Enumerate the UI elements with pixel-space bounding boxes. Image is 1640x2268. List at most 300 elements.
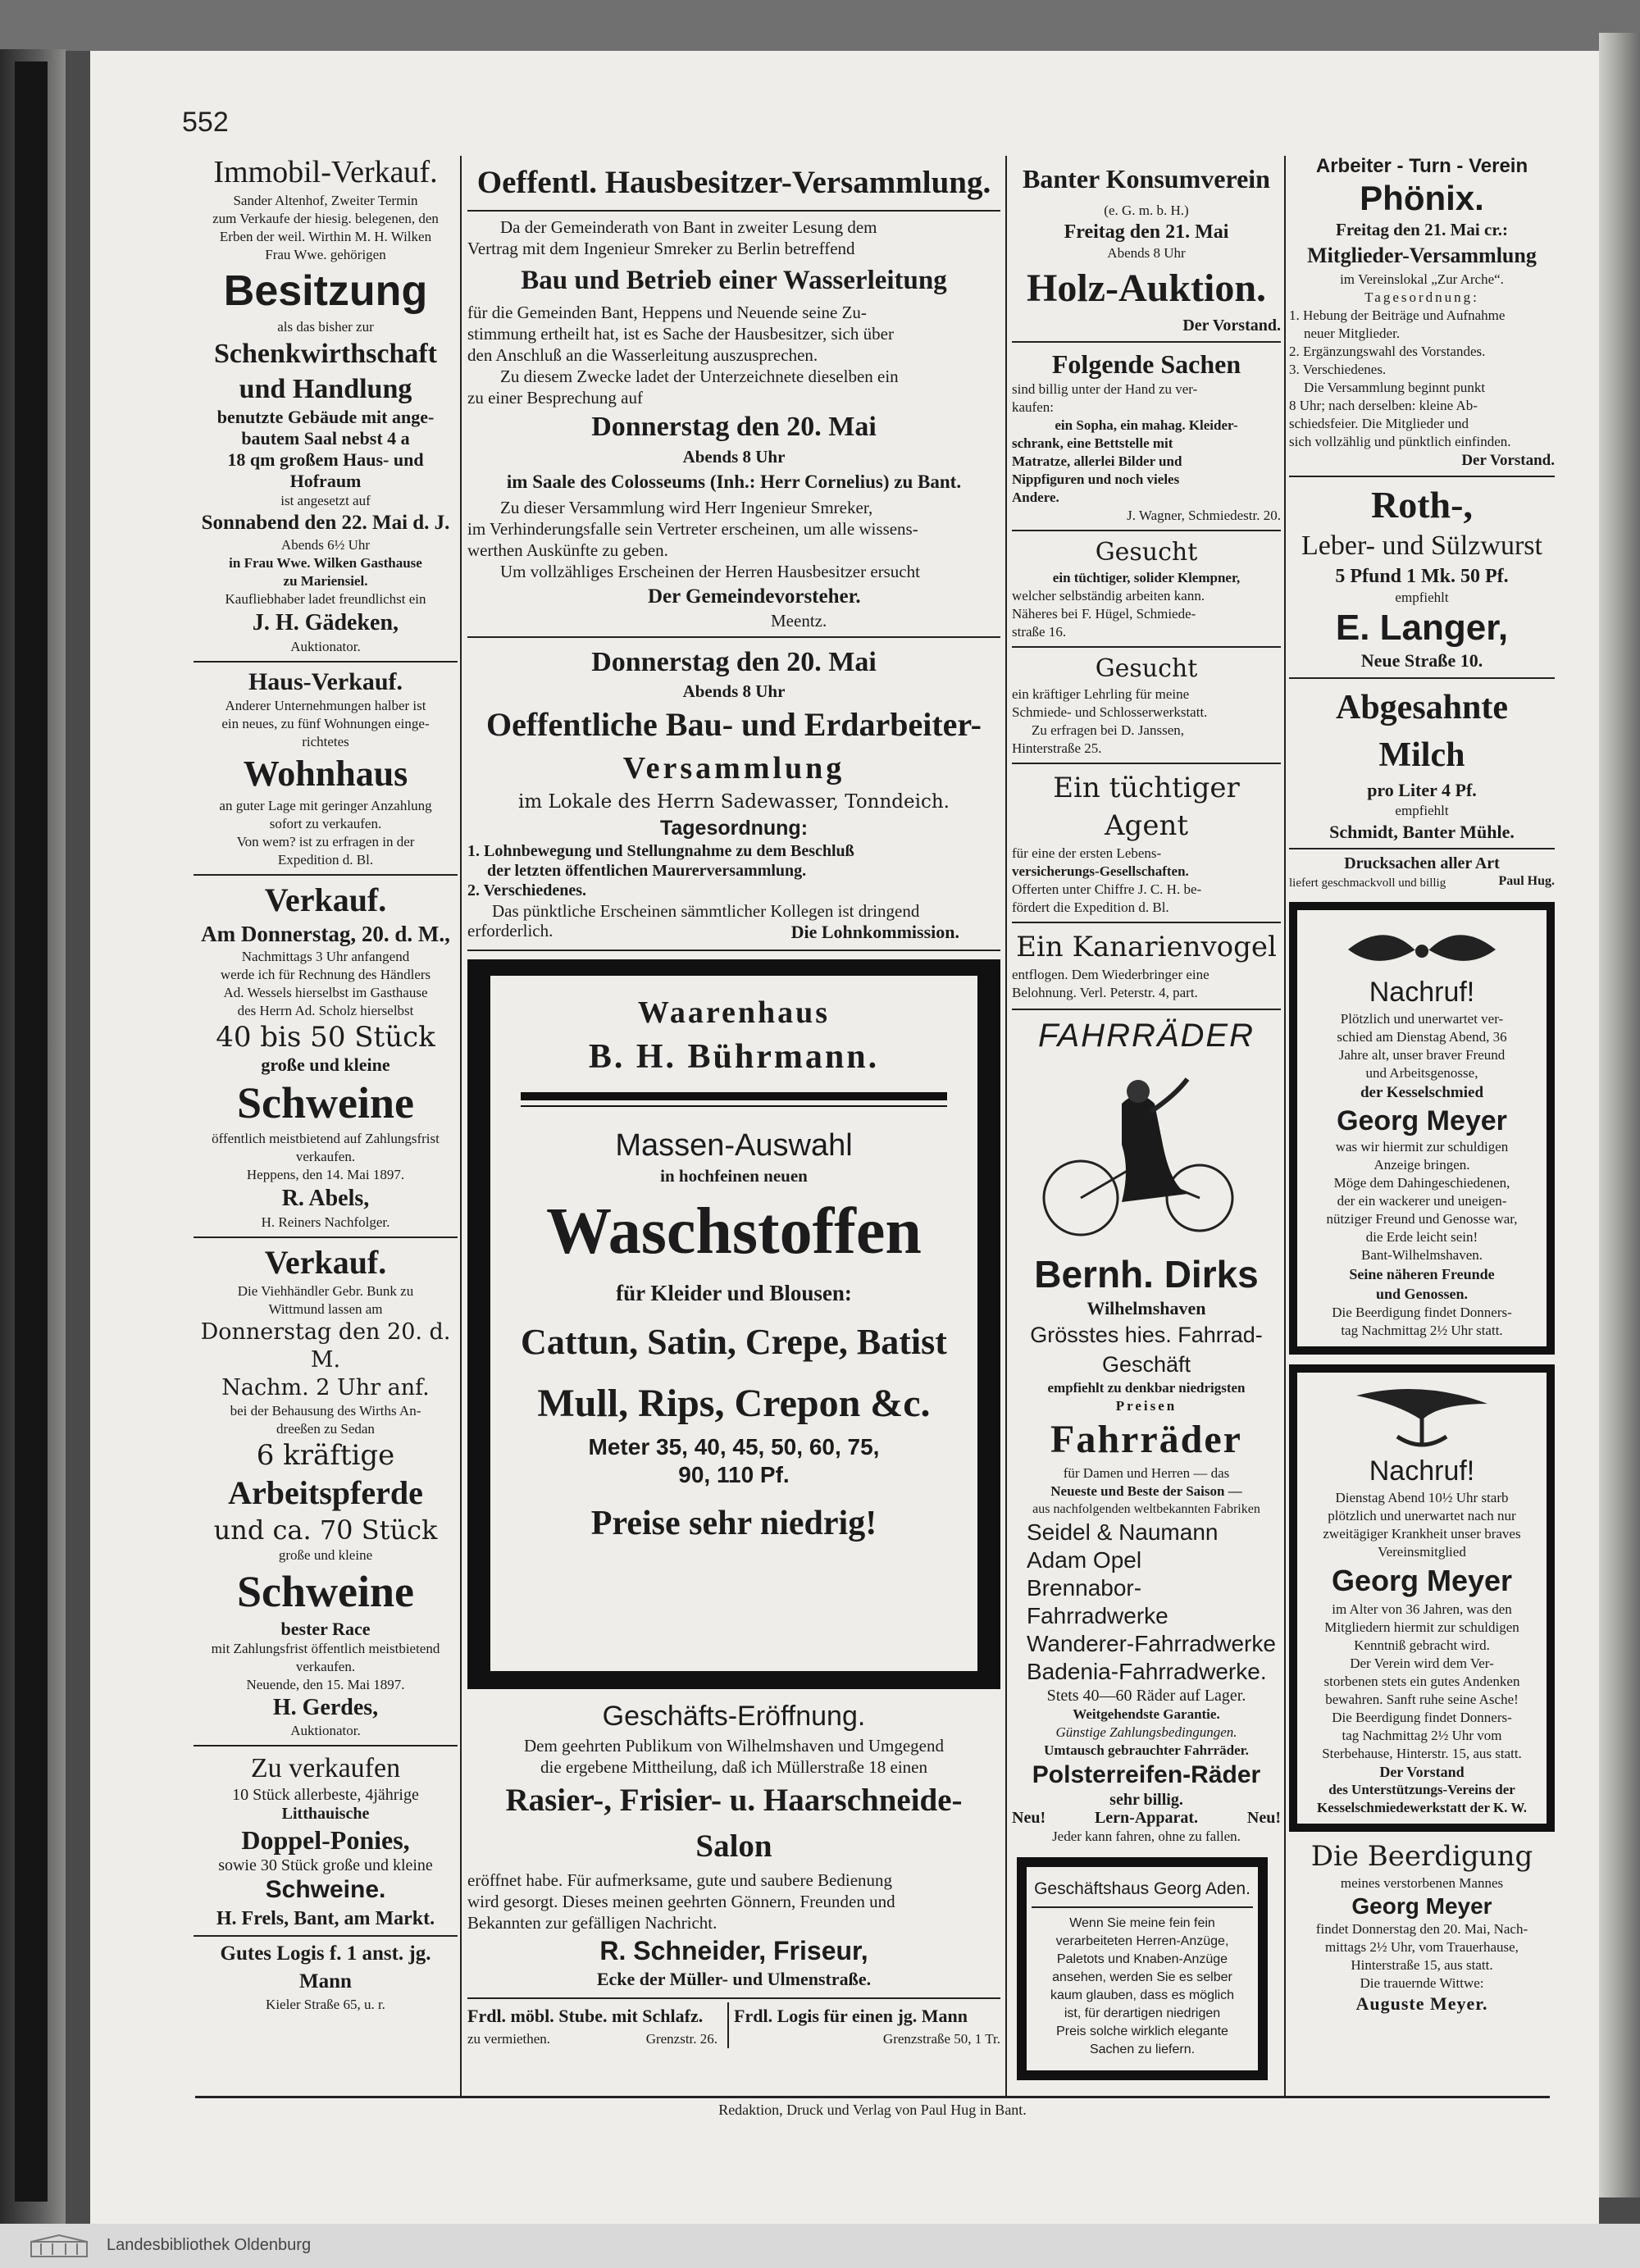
ad-moebl-stube bbox=[467, 2002, 729, 2048]
ad-brand: Wanderer-Fahrradwerke bbox=[1027, 1631, 1276, 1656]
ad-langer bbox=[1289, 482, 1555, 672]
ad-bauarbeiter bbox=[467, 644, 1000, 943]
ad-headline: Besitzung bbox=[223, 267, 428, 315]
ad-divider bbox=[1012, 341, 1281, 343]
ad-headline: Mitglieder-Versammlung bbox=[1307, 244, 1537, 267]
ad-divider bbox=[467, 636, 1000, 638]
ad-line: verkaufen. bbox=[295, 1659, 356, 1674]
ad-date: Am Donnerstag, 20. d. M., bbox=[201, 922, 450, 946]
ad-title: Verkauf. bbox=[264, 1244, 387, 1281]
col3 bbox=[1012, 156, 1281, 2080]
ad-line: ein neues, zu fünf Wohnungen einge- bbox=[221, 716, 430, 731]
ad-title: Zu verkaufen bbox=[250, 1753, 401, 1783]
imprint: Redaktion, Druck und Verlag von Paul Hug in Bant. bbox=[718, 2102, 1027, 2118]
ad-line: Auktionator. bbox=[290, 639, 361, 654]
ad-line: Ad. Wessels hierselbst im Gasthause bbox=[223, 985, 428, 1000]
ad-line: plötzlich und unerwartet nach nur bbox=[1328, 1508, 1516, 1523]
ad-headline: Bernh. Dirks bbox=[1034, 1253, 1259, 1296]
ad-line: nütziger Freund und Genosse war, bbox=[1326, 1211, 1518, 1227]
ad-konsumverein bbox=[1012, 156, 1281, 336]
ad-signature: und Genossen. bbox=[1375, 1286, 1469, 1302]
ad-aden-frame bbox=[1017, 1857, 1268, 2080]
ad-line: Um vollzähliges Erscheinen der Herren Hausbesitzer ersucht bbox=[500, 562, 920, 581]
agenda-item: 2. Verschiedenes. bbox=[467, 881, 586, 899]
ad-phoenix bbox=[1289, 154, 1555, 471]
ad-count: 6 kräftige bbox=[256, 1439, 395, 1472]
ad-line: zu Mariensiel. bbox=[283, 573, 368, 589]
ad-line: benutzte Gebäude mit ange- bbox=[216, 407, 435, 427]
ad-line: bester Race bbox=[280, 1619, 371, 1639]
ad-line: als das bisher zur bbox=[277, 319, 374, 335]
ad-title: Banter Konsumverein bbox=[1023, 164, 1270, 194]
ad-line: Wittmund lassen am bbox=[268, 1301, 383, 1317]
ad-line: schied am Dienstag Abend, 36 bbox=[1337, 1029, 1507, 1045]
ad-line: findet Donnerstag den 20. Mai, Nach- bbox=[1315, 1921, 1528, 1937]
library-building-icon bbox=[30, 2234, 89, 2258]
ad-title: Drucksachen aller Art bbox=[1344, 854, 1500, 872]
ad-line: schrank, eine Bettstelle mit bbox=[1012, 435, 1173, 451]
ad-brand: Brennabor-Fahrradwerke bbox=[1027, 1575, 1168, 1628]
ad-date: Sonnabend den 22. Mai d. J. bbox=[201, 512, 450, 534]
ad-line: meines verstorbenen Mannes bbox=[1340, 1875, 1504, 1891]
ad-divider bbox=[467, 1997, 1000, 1999]
deceased-name: Georg Meyer bbox=[1331, 1564, 1513, 1597]
ad-place: im Lokale des Herrn Sadewasser, Tonndeich. bbox=[518, 791, 950, 813]
ad-line: Die Beerdigung findet Donners- bbox=[1332, 1710, 1512, 1725]
ad-headline: Arbeitspferde bbox=[228, 1474, 423, 1511]
agenda-item: der letzten öffentlichen Maurerversammlung. bbox=[487, 862, 807, 880]
ad-line: in hochfeinen neuen bbox=[660, 1166, 808, 1186]
ad-line: Da der Gemeinderath von Bant in zweiter Lesung dem bbox=[500, 217, 877, 237]
ad-headline: Schweine bbox=[237, 1078, 414, 1127]
ad-headline: Abgesahnte Milch bbox=[1335, 689, 1509, 774]
ad-line: Schmiede- und Schlosserwerkstatt. bbox=[1012, 704, 1208, 720]
ad-line: Jeder kann fahren, ohne zu fallen. bbox=[1052, 1829, 1241, 1844]
ad-line: Bant-Wilhelmshaven. bbox=[1360, 1247, 1483, 1263]
ad-title: Gesucht bbox=[1095, 538, 1198, 567]
scan-top-border bbox=[0, 0, 1640, 51]
ad-title: Haus-Verkauf. bbox=[248, 668, 403, 695]
ad-line: sehr billig. bbox=[1109, 1791, 1183, 1809]
ad-line: Sterbehause, Hinterstr. 15, aus statt. bbox=[1322, 1746, 1522, 1761]
ad-line: Neuende, den 15. Mai 1897. bbox=[246, 1677, 405, 1692]
ad-line: Abends 8 Uhr bbox=[1107, 245, 1186, 261]
ad-signature: Der Gemeindevorsteher. bbox=[648, 585, 861, 608]
ad-signature: E. Langer, bbox=[1335, 608, 1509, 648]
ad-drucksachen bbox=[1289, 853, 1555, 892]
ad-price: pro Liter 4 Pf. bbox=[1367, 780, 1477, 800]
ad-signature: Kesselschmiedewerkstatt der K. W. bbox=[1316, 1800, 1528, 1815]
ad-line: des Herrn Ad. Scholz hierselbst bbox=[237, 1003, 414, 1018]
ad-title: Gesucht bbox=[1095, 654, 1198, 683]
ad-line: große und kleine bbox=[278, 1547, 373, 1563]
ad-date: Donnerstag den 20. d. M. bbox=[200, 1319, 451, 1373]
ad-line: Die Versammlung beginnt punkt bbox=[1304, 380, 1486, 395]
ad-brand: Seidel & Naumann bbox=[1027, 1519, 1219, 1545]
ad-place: im Saale des Colosseums (Inh.: Herr Cornelius) zu Bant. bbox=[506, 471, 962, 492]
ad-line: richtetes bbox=[302, 734, 349, 749]
ad-line: Andere. bbox=[1012, 490, 1059, 505]
ad-line: aus nachfolgenden weltbekannten Fabriken bbox=[1032, 1502, 1260, 1516]
ad-line: sowie 30 Stück große und kleine bbox=[218, 1856, 433, 1874]
ad-line: für Kleider und Blousen: bbox=[616, 1281, 852, 1305]
agenda-title: Tagesordnung: bbox=[659, 817, 809, 840]
ad-line: 8 Uhr; nach derselben: kleine Ab- bbox=[1289, 398, 1478, 413]
ad-line: Hinterstraße 25. bbox=[1012, 740, 1102, 756]
ad-line: 10 Stück allerbeste, 4jährige bbox=[232, 1786, 419, 1804]
ad-signature: R. Schneider, Friseur, bbox=[599, 1936, 868, 1965]
agenda-item: 2. Ergänzungswahl des Vorstandes. bbox=[1289, 344, 1486, 359]
ad-title: Oeffentl. Hausbesitzer-Versammlung. bbox=[467, 156, 1000, 212]
ad-line: zweitägiger Krankheit unser braves bbox=[1323, 1526, 1521, 1542]
ad-headline: Polsterreifen-Räder bbox=[1032, 1761, 1261, 1788]
ad-line: Ecke der Müller- und Ulmenstraße. bbox=[596, 1969, 872, 1989]
ad-title: Nachruf! bbox=[1369, 1455, 1475, 1487]
ad-headline: Leber- und Sülzwurst bbox=[1301, 531, 1542, 561]
ad-title: Verkauf. bbox=[264, 881, 387, 918]
ad-line: 18 qm großem Haus- und bbox=[227, 449, 424, 470]
ad-line: Heppens, den 14. Mai 1897. bbox=[246, 1167, 405, 1182]
ad-line: Sachen zu liefern. bbox=[1089, 2043, 1196, 2056]
ad-line: Wilhelmshaven bbox=[1086, 1298, 1206, 1318]
ad-line: Belohnung. Verl. Peterstr. 4, part. bbox=[1012, 985, 1198, 1000]
ad-line: ein kräftiger Lehrling für meine bbox=[1012, 686, 1190, 702]
ad-headline: Roth-, bbox=[1371, 484, 1473, 526]
ad-line: kaufen: bbox=[1012, 399, 1054, 415]
ad-kanarienvogel bbox=[1012, 928, 1281, 1002]
col4 bbox=[1289, 154, 1555, 2015]
ad-divider bbox=[1012, 922, 1281, 923]
ad-line: Meentz. bbox=[771, 611, 827, 631]
ad-line: Nippfiguren und noch vieles bbox=[1012, 471, 1180, 487]
ad-line: Plötzlich und unerwartet ver- bbox=[1340, 1011, 1504, 1027]
ad-signature: J. H. Gädeken, bbox=[252, 610, 399, 635]
ad-title: Immobil-Verkauf. bbox=[213, 155, 438, 189]
ad-count: und ca. 70 Stück bbox=[213, 1514, 438, 1546]
ad-line: für die Gemeinden Bant, Heppens und Neuende seine Zu- bbox=[467, 303, 867, 322]
ad-divider bbox=[1012, 646, 1281, 648]
ad-line: öffentlich meistbietend auf Zahlungsfrist bbox=[212, 1131, 440, 1146]
ad-divider bbox=[1289, 848, 1555, 849]
ad-time: Abends 8 Uhr bbox=[682, 447, 786, 467]
ad-line: Grenzstr. 26. bbox=[645, 2031, 718, 2047]
ad-line: Erben der weil. Wirthin M. H. Wilken bbox=[219, 229, 432, 244]
ad-line: Frau Wwe. gehörigen bbox=[265, 247, 386, 262]
ad-signature: Auguste Meyer. bbox=[1355, 1993, 1488, 2014]
ad-line: Möge dem Dahingeschiedenen, bbox=[1333, 1175, 1510, 1191]
ad-line: ansehen, werden Sie es selber bbox=[1052, 1970, 1232, 1984]
ad-line: stimmung ertheilt hat, ist es Sache der Hausbesitzer, sich über bbox=[467, 324, 894, 344]
ad-line: empfiehlt bbox=[1395, 803, 1449, 818]
ad-line: werde ich für Rechnung des Händlers bbox=[220, 967, 431, 982]
agenda-item: 1. Lohnbewegung und Stellungnahme zu dem Beschluß bbox=[467, 842, 854, 860]
ad-signature: H. Gerdes, bbox=[272, 1695, 379, 1720]
ad-divider bbox=[1012, 530, 1281, 531]
ad-line: empfiehlt bbox=[1395, 590, 1449, 605]
laurel-wreath-icon bbox=[1340, 917, 1504, 974]
ad-title: Geschäfts-Eröffnung. bbox=[602, 1701, 866, 1732]
ad-line: wird gesorgt. Dieses meinen geehrten Gönnern, Freunden und bbox=[467, 1892, 895, 1911]
ad-brand: Adam Opel bbox=[1027, 1547, 1142, 1573]
ad-line: ein Sopha, ein mahag. Kleider- bbox=[1055, 417, 1238, 433]
ad-line: empfiehlt zu denkbar niedrigsten bbox=[1047, 1380, 1246, 1396]
ad-line: Die Beerdigung findet Donners- bbox=[1332, 1305, 1512, 1320]
ad-title: Folgende Sachen bbox=[1051, 349, 1241, 379]
ad-milch bbox=[1289, 684, 1555, 845]
ad-folgende-sachen bbox=[1012, 348, 1281, 525]
ad-line: tag Nachmittag 2½ Uhr statt. bbox=[1341, 1323, 1503, 1338]
ad-line: Weitgehendste Garantie. bbox=[1073, 1706, 1220, 1722]
ad-line: Von wem? ist zu erfragen in der bbox=[236, 834, 415, 849]
ad-line: fördert die Expedition d. Bl. bbox=[1012, 899, 1169, 915]
ad-line: ein tüchtiger, solider Klempner, bbox=[1052, 570, 1241, 585]
ad-line: dreeßen zu Sedan bbox=[276, 1421, 375, 1437]
ad-divider bbox=[1012, 1009, 1281, 1010]
ad-divider bbox=[194, 1236, 458, 1238]
ad-nachruf2-frame bbox=[1289, 1364, 1555, 1832]
ad-line: Näheres bei F. Hügel, Schmiede- bbox=[1012, 606, 1196, 622]
ad-title: Arbeiter - Turn - Verein bbox=[1315, 155, 1528, 177]
ad-line: Kieler Straße 65, u. r. bbox=[266, 1997, 385, 2012]
agenda-title: Tagesordnung: bbox=[1364, 289, 1479, 305]
ad-verkauf-pferde bbox=[194, 1243, 458, 1740]
ad-line: Bekannten zur gefälligen Nachricht. bbox=[467, 1913, 718, 1933]
ad-signature: R. Abels, bbox=[281, 1186, 370, 1211]
ad-headline: Schweine bbox=[237, 1567, 414, 1616]
ad-line: Kaufliebhaber ladet freundlichst ein bbox=[225, 591, 426, 607]
ad-line: bei der Behausung des Wirths An- bbox=[230, 1403, 421, 1419]
ad-aden bbox=[1027, 1867, 1258, 2070]
ad-beerdigung bbox=[1289, 1838, 1555, 2015]
ad-date: Freitag den 21. Mai cr.: bbox=[1336, 220, 1508, 239]
ad-line: Vertrag mit dem Ingenieur Smreker zu Berlin betreffend bbox=[467, 239, 855, 258]
ad-headline: Waschstoffen bbox=[546, 1195, 922, 1268]
ad-line: für Damen und Herren — das bbox=[1063, 1465, 1230, 1481]
ad-headline: Schenkwirthschaft bbox=[213, 339, 438, 369]
ad-line: Litthauische bbox=[281, 1805, 370, 1823]
ad-signature: Schmidt, Banter Mühle. bbox=[1329, 822, 1515, 842]
ad-line: und Arbeitsgenosse, bbox=[1365, 1065, 1478, 1081]
ad-line: Der Verein wird dem Ver- bbox=[1350, 1655, 1494, 1671]
ad-line: Dem geehrten Publikum von Wilhelmshaven und Umgegend bbox=[523, 1736, 944, 1756]
ad-line: liefert geschmackvoll und billig bbox=[1289, 877, 1446, 890]
ad-line: ist angesetzt auf bbox=[280, 493, 371, 508]
ad-line: Wenn Sie meine fein fein bbox=[1069, 1916, 1215, 1930]
ad-title: Ein tüchtiger Agent bbox=[1053, 772, 1240, 842]
ad-headline: Oeffentliche Bau- und Erdarbeiter- bbox=[485, 706, 982, 743]
ad-date: Freitag den 21. Mai bbox=[1064, 221, 1229, 243]
ad-signature: H. Frels, Bant, am Markt. bbox=[216, 1908, 435, 1929]
ad-line: Grenzstraße 50, 1 Tr. bbox=[882, 2031, 1000, 2047]
ad-line: zu vermiethen. bbox=[467, 2031, 551, 2047]
ad-hausbesitzer bbox=[467, 156, 1000, 630]
ad-signature: J. Wagner, Schmiedestr. 20. bbox=[1127, 508, 1281, 523]
ad-ponies bbox=[194, 1751, 458, 1932]
ad-dirks bbox=[1012, 1017, 1281, 1846]
ad-gesucht-lehrling bbox=[1012, 653, 1281, 758]
ad-line: verarbeiteten Herren-Anzüge, bbox=[1055, 1934, 1229, 1948]
ad-subtitle: Grösstes hies. Fahrrad-Geschäft bbox=[1030, 1323, 1263, 1377]
anchor-emblem-icon bbox=[1340, 1379, 1504, 1453]
ad-line: bewahren. Sanft ruhe seine Asche! bbox=[1325, 1692, 1519, 1707]
ad-line: Paletots und Knaben-Anzüge bbox=[1056, 1952, 1228, 1966]
agenda-item: 3. Verschiedenes. bbox=[1289, 362, 1387, 377]
ad-line: Neue Straße 10. bbox=[1360, 650, 1483, 671]
library-name: Landesbibliothek Oldenburg bbox=[107, 2236, 312, 2254]
ad-line: der Kesselschmied bbox=[1360, 1084, 1484, 1101]
ad-buehrmann bbox=[490, 976, 977, 1671]
ad-line: ist, für derartigen niedrigen bbox=[1064, 2006, 1221, 2020]
ad-title: Die Beerdigung bbox=[1310, 1840, 1533, 1873]
ad-line: mittags 2½ Uhr, vom Trauerhause, bbox=[1325, 1939, 1519, 1955]
ad-signature: Die Lohnkommission. bbox=[790, 922, 959, 942]
ad-line: der ein wackerer und uneigen- bbox=[1337, 1193, 1507, 1209]
ad-immobil bbox=[194, 153, 458, 656]
ad-line: Kenntniß gebracht wird. bbox=[1354, 1637, 1490, 1653]
column-rule-2 bbox=[1005, 156, 1007, 2096]
ad-divider bbox=[467, 950, 1000, 951]
ad-line: versicherungs-Gesellschaften. bbox=[1012, 863, 1189, 879]
ad-line: Hofraum bbox=[289, 471, 362, 491]
ad-signature: Paul Hug. bbox=[1498, 874, 1555, 888]
ad-line: Hinterstraße 15, aus statt. bbox=[1351, 1957, 1493, 1973]
deceased-name: Georg Meyer bbox=[1351, 1893, 1492, 1919]
ad-line: Vereinsmitglied bbox=[1378, 1544, 1466, 1560]
ad-logis bbox=[194, 1940, 458, 2014]
ad-title: Ein Kanarienvogel bbox=[1016, 931, 1277, 963]
ad-headline: Versammlung bbox=[622, 751, 845, 786]
bottom-rule bbox=[195, 2096, 1550, 2098]
ad-title: Frdl. Logis für einen jg. Mann bbox=[734, 2006, 968, 2026]
ad-prices: 90, 110 Pf. bbox=[678, 1462, 790, 1487]
ad-verkauf-schweine bbox=[194, 881, 458, 1232]
ad-title: Gutes Logis f. 1 anst. jg. Mann bbox=[220, 1942, 431, 1992]
ad-line: Abends 6½ Uhr bbox=[280, 537, 371, 553]
ad-title: Frdl. möbl. Stube. mit Schlafz. bbox=[467, 2006, 704, 2026]
ad-line: Jahre alt, unser braver Freund bbox=[1338, 1047, 1506, 1063]
ad-line: an guter Lage mit geringer Anzahlung bbox=[219, 798, 432, 813]
ad-geschaeftseroeffnung bbox=[467, 1697, 1000, 1991]
ad-headline: Holz-Auktion. bbox=[1026, 266, 1267, 310]
ad-line: sofort zu verkaufen. bbox=[269, 816, 382, 831]
deceased-name: Georg Meyer bbox=[1337, 1105, 1507, 1136]
ad-signature: Der Vorstand. bbox=[1182, 317, 1281, 335]
ad-divider bbox=[194, 1935, 458, 1937]
ad-headline: Phönix. bbox=[1360, 179, 1484, 217]
ad-headline: und Handlung bbox=[239, 374, 412, 404]
ad-headline: Wohnhaus bbox=[243, 754, 408, 794]
small-ads-row bbox=[467, 2002, 1000, 2048]
ad-buehrmann-frame bbox=[467, 959, 1000, 1689]
ad-title: Nachruf! bbox=[1369, 977, 1475, 1008]
ad-line: H. Reiners Nachfolger. bbox=[261, 1214, 390, 1230]
ad-agent bbox=[1012, 769, 1281, 917]
ad-headline: Bau und Betrieb einer Wasserleitung bbox=[521, 266, 947, 295]
ad-line: straße 16. bbox=[1012, 624, 1067, 640]
ad-headline: B. H. Bührmann. bbox=[588, 1038, 880, 1076]
ad-line: Die trauernde Wittwe: bbox=[1360, 1975, 1484, 1991]
ad-line: Zu dieser Versammlung wird Herr Ingenieur Smreker, bbox=[500, 498, 873, 517]
ad-line: Das pünktliche Erscheinen sämmtlicher Kollegen ist dringend bbox=[492, 901, 920, 921]
ad-line: sich vollzählig und pünktlich einfinden. bbox=[1289, 434, 1511, 449]
ad-title: Geschäftshaus Georg Aden. bbox=[1032, 1877, 1253, 1908]
column-rule-3 bbox=[1284, 156, 1286, 2096]
ad-divider bbox=[1289, 476, 1555, 477]
ad-haus-verkauf bbox=[194, 667, 458, 869]
scan-right-edge bbox=[1599, 33, 1640, 2197]
ad-line: Preisen bbox=[1115, 1398, 1178, 1414]
ad-signature: Der Vorstand. bbox=[1461, 452, 1555, 469]
ad-line: Neueste und Beste der Saison — bbox=[1050, 1483, 1242, 1499]
ad-line: Mitgliedern hiermit zur schuldigen bbox=[1324, 1619, 1519, 1635]
ad-logis2 bbox=[729, 2002, 1000, 2048]
ad-line: eröffnet habe. Für aufmerksame, gute und saubere Bedienung bbox=[467, 1870, 893, 1890]
ad-line: sind billig unter der Hand zu ver- bbox=[1012, 381, 1198, 397]
ad-line: im Alter von 36 Jahren, was den bbox=[1332, 1601, 1512, 1617]
ad-new-badge: Neu! bbox=[1012, 1809, 1046, 1827]
ad-date: Donnerstag den 20. Mai bbox=[591, 412, 877, 442]
ad-divider bbox=[1012, 763, 1281, 764]
ad-line: Zu diesem Zwecke ladet der Unterzeichnete dieselben ein bbox=[500, 367, 899, 386]
ad-line: für eine der ersten Lebens- bbox=[1012, 845, 1162, 861]
ad-line: Sander Altenhof, Zweiter Termin bbox=[233, 193, 418, 208]
ad-headline: Schweine. bbox=[265, 1876, 386, 1903]
cyclist-illustration-icon bbox=[1023, 1054, 1269, 1251]
ad-line: große und kleine bbox=[261, 1054, 390, 1075]
ad-line: entflogen. Dem Wiederbringer eine bbox=[1012, 967, 1210, 982]
ad-line: den Anschluß an die Wasserleitung auszusprechen. bbox=[467, 345, 818, 365]
ad-line: die ergebene Mittheilung, daß ich Müllerstraße 18 einen bbox=[540, 1757, 927, 1777]
ad-nachruf1-frame bbox=[1289, 902, 1555, 1355]
column-rule-1 bbox=[460, 156, 462, 2096]
ad-line: was wir hiermit zur schuldigen bbox=[1335, 1139, 1509, 1154]
ad-line: Matratze, allerlei Bilder und bbox=[1012, 453, 1182, 469]
ad-title: Waarenhaus bbox=[637, 995, 831, 1030]
ad-headline: Mull, Rips, Crepon &c. bbox=[537, 1382, 931, 1425]
ad-line: mit Zahlungsfrist öffentlich meistbietend bbox=[211, 1641, 440, 1656]
ad-brand: Badenia-Fahrradwerke. bbox=[1027, 1659, 1267, 1684]
ad-line: Expedition d. Bl. bbox=[277, 852, 374, 868]
ad-line: werthen Auskünfte zu geben. bbox=[467, 540, 668, 560]
ad-line: Dienstag Abend 10½ Uhr starb bbox=[1335, 1490, 1509, 1505]
ad-heading: FAHRRÄDER bbox=[1038, 1018, 1255, 1054]
ad-line: die Erde leicht sein! bbox=[1365, 1229, 1478, 1245]
ad-line: Umtausch gebrauchter Fahrräder. bbox=[1044, 1742, 1249, 1758]
ad-line: Anzeige bringen. bbox=[1374, 1157, 1470, 1173]
ad-line: Anderer Unternehmungen halber ist bbox=[225, 698, 426, 713]
ad-line: Zu erfragen bei D. Janssen, bbox=[1032, 722, 1184, 738]
ad-line: Stets 40—60 Räder auf Lager. bbox=[1046, 1687, 1246, 1705]
ad-line: Günstige Zahlungsbedingungen. bbox=[1055, 1724, 1237, 1740]
ad-line: Offerten unter Chiffre J. C. H. be- bbox=[1012, 881, 1202, 897]
ad-line: bautem Saal nebst 4 a bbox=[241, 428, 410, 449]
ad-headline: Doppel-Ponies, bbox=[241, 1825, 410, 1855]
agenda-item: neuer Mitglieder. bbox=[1304, 326, 1401, 341]
ad-count: 40 bis 50 Stück bbox=[216, 1021, 435, 1054]
ad-line: Nachmittags 3 Uhr anfangend bbox=[241, 949, 410, 964]
ad-signature: des Unterstützungs-Vereins der bbox=[1328, 1782, 1515, 1797]
ad-prices: Meter 35, 40, 45, 50, 60, 75, bbox=[588, 1434, 880, 1460]
ad-line: im Verhinderungsfalle sein Vertreter erscheinen, um alle wissens- bbox=[467, 519, 918, 539]
ad-divider bbox=[194, 874, 458, 876]
ad-signature: Der Vorstand bbox=[1379, 1764, 1465, 1780]
ad-price: 5 Pfund 1 Mk. 50 Pf. bbox=[1335, 566, 1509, 587]
ad-divider bbox=[1289, 677, 1555, 679]
ad-gesucht-klempner bbox=[1012, 536, 1281, 641]
ad-line: erforderlich. bbox=[467, 921, 554, 940]
book-spine bbox=[15, 61, 48, 2202]
ad-headline: Rasier-, Frisier- u. Haarschneide-Salon bbox=[505, 1783, 963, 1864]
